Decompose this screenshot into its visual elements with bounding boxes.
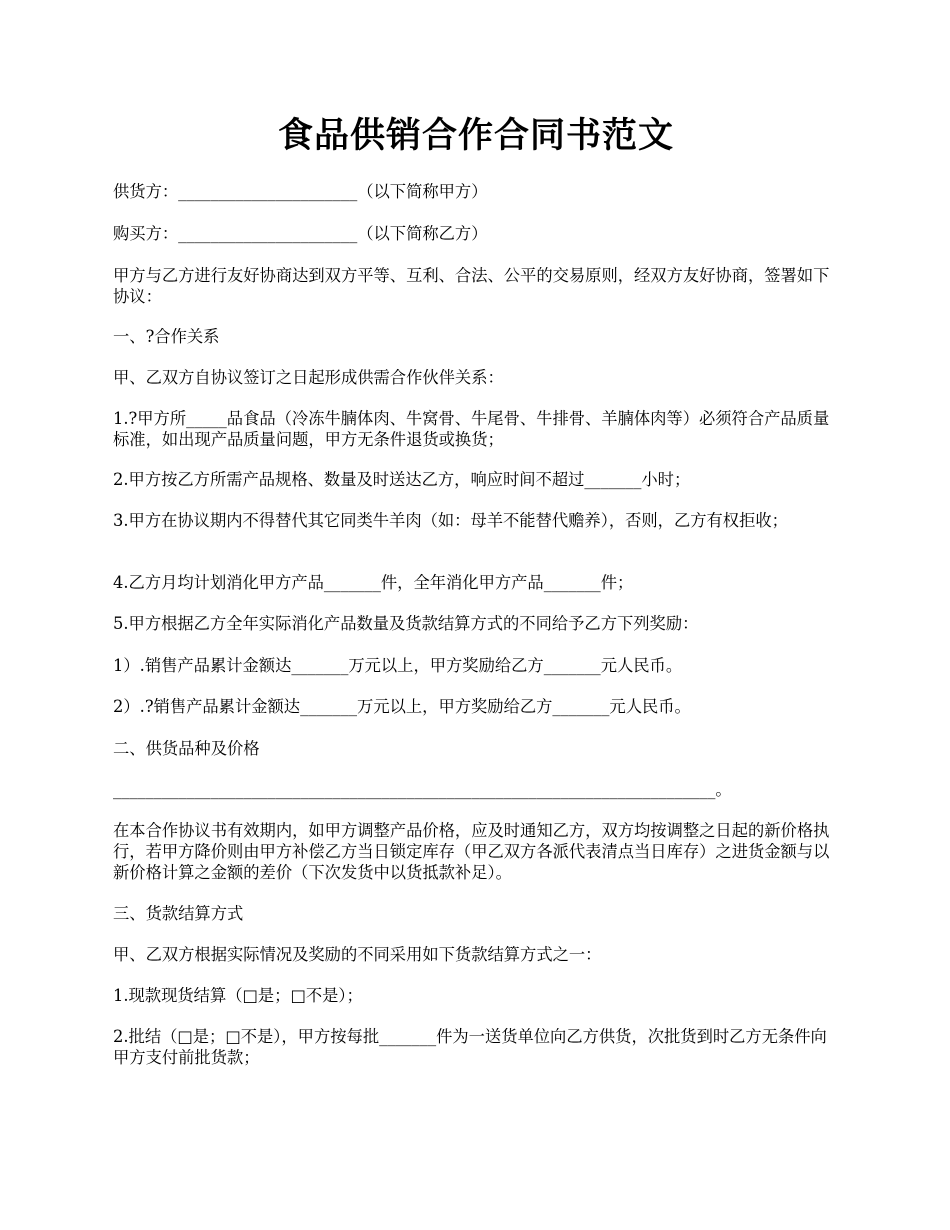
- reward-item-1: 1）.销售产品累计金额达_______万元以上，甲方奖励给乙方_______元人民币。: [113, 656, 683, 675]
- supplier-line: 供货方：______________________（以下简称甲方）: [113, 182, 488, 201]
- section-heading-3: 三、货款结算方式: [113, 904, 244, 923]
- section-heading-1: 一、?合作关系: [113, 327, 220, 346]
- reward-item-2: 2）.?销售产品累计金额达_______万元以上，甲方奖励给乙方_______元人民币。: [113, 697, 691, 716]
- buyer-line: 购买方：______________________（以下简称乙方）: [113, 224, 488, 243]
- price-adjust-paragraph: 在本合作协议书有效期内，如甲方调整产品价格，应及时通知乙方，双方均按调整之日起的新价格执行，若甲方降价则由甲方补偿乙方当日锁定库存（甲乙双方各派代表清点当日库存）之进货金额与以新价格计算之金额的差价（下次发货中以货抵款补足）。: [113, 821, 830, 882]
- settlement-option-1: 1.现款现货结算（□是；□不是）；: [113, 986, 363, 1005]
- settlement-intro: 甲、乙双方根据实际情况及奖励的不同采用如下货款结算方式之一：: [113, 945, 602, 964]
- clause-text: 甲、乙双方自协议签订之日起形成供需合作伙伴关系：: [113, 368, 504, 387]
- section-heading-2: 二、供货品种及价格: [113, 739, 260, 758]
- clause-2: 2.甲方按乙方所需产品规格、数量及时送达乙方，响应时间不超过_______小时；: [113, 470, 691, 489]
- settlement-option-2: 2.批结（□是；□不是），甲方按每批_______件为一送货单位向乙方供货，次批货到时乙方无条件向甲方支付前批货款；: [113, 1027, 827, 1067]
- clause-4: 4.乙方月均计划消化甲方产品_______件，全年消化甲方产品_______件；: [113, 573, 634, 592]
- document-title: 食品供销合作合同书范文: [277, 115, 674, 156]
- clause-5: 5.甲方根据乙方全年实际消化产品数量及货款结算方式的不同给予乙方下列奖励：: [113, 614, 699, 633]
- clause-1: 1.?甲方所_____品食品（冷冻牛腩体肉、牛窝骨、牛尾骨、牛排骨、羊腩体肉等）必须符合产品质量标准，如出现产品质量问题，甲方无条件退货或换货；: [113, 409, 830, 449]
- price-blank-line: __________________________________________________________________________。: [113, 780, 732, 799]
- intro-paragraph: 甲方与乙方进行友好协商达到双方平等、互利、合法、公平的交易原则，经双方友好协商，签署如下协议：: [113, 266, 830, 306]
- clause-3: 3.甲方在协议期内不得替代其它同类牛羊肉（如：母羊不能替代赡养），否则，乙方有权拒收；: [113, 511, 788, 530]
